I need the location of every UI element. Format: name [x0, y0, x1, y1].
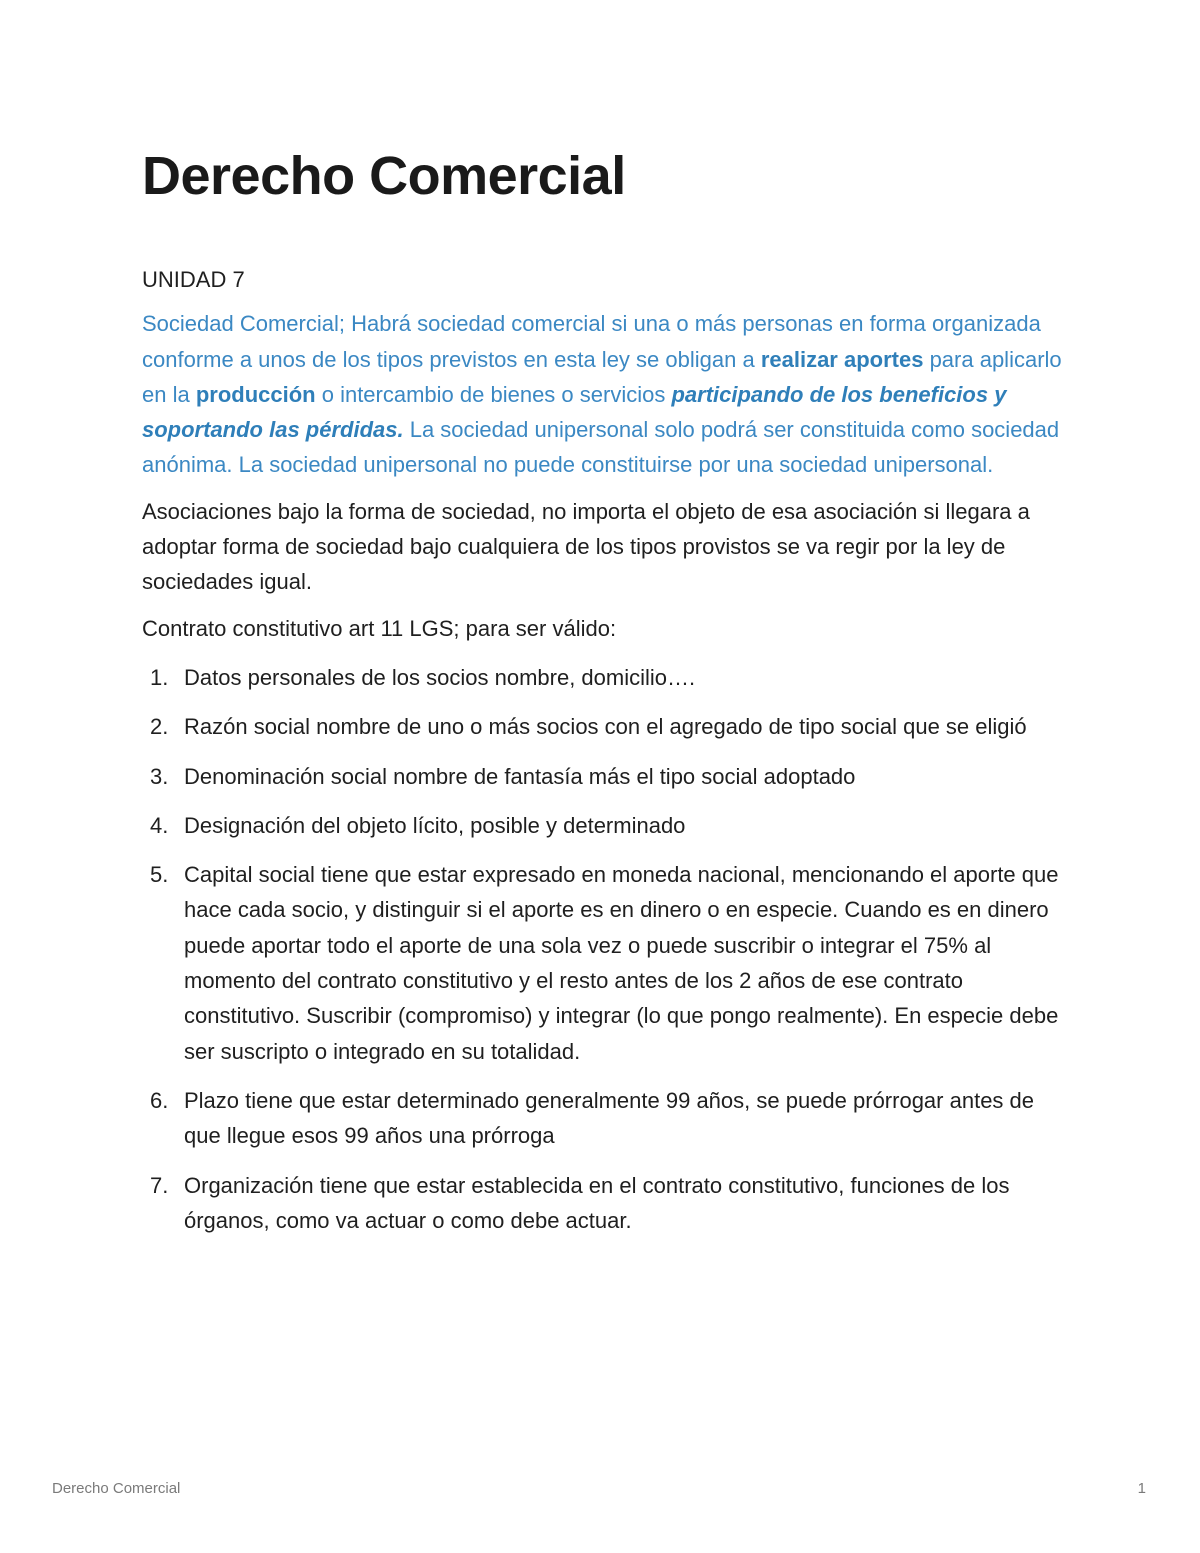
- list-item-text: Denominación social nombre de fantasía más el tipo social adoptado: [184, 763, 856, 789]
- unit-heading: UNIDAD 7: [142, 267, 245, 292]
- document-body: [142, 262, 1067, 1252]
- list-item: [142, 1168, 1067, 1239]
- definition-text-2: para aplicarlo en la: [142, 346, 1062, 407]
- definition-text-4: La sociedad unipersonal solo podrá ser constituida como sociedad anónima. La sociedad unipersonal no puede constituirse por una sociedad unipersonal.: [142, 417, 1060, 478]
- definition-bold-italic: participando de los beneficios y soportando las pérdidas.: [142, 381, 1007, 443]
- list-item-text: Datos personales de los socios nombre, domicilio….: [184, 664, 696, 690]
- list-item: [142, 808, 1067, 843]
- definition-text-3: o intercambio de bienes o servicios: [315, 381, 672, 407]
- list-number: 6.: [150, 1087, 169, 1113]
- list-number: 2.: [150, 714, 169, 740]
- page-title: Derecho Comercial: [142, 146, 626, 206]
- definition-paragraph: [142, 306, 1067, 482]
- list-item: [142, 709, 1067, 744]
- requirements-list: [142, 660, 1067, 1238]
- list-item-text: Organización tiene que estar establecida en el contrato constitutivo, funciones de los órganos, como va actuar o como debe actuar.: [184, 1172, 1010, 1233]
- list-item-text: Razón social nombre de uno o más socios con el agregado de tipo social que se eligió: [184, 714, 1027, 740]
- list-item: [142, 1083, 1067, 1154]
- list-number: 4.: [150, 812, 169, 838]
- list-item-text: Capital social tiene que estar expresado en moneda nacional, mencionando el aporte que hace cada socio, y distinguir si el aporte es en dinero o en especie. Cuando es en dinero puede aportar todo el aporte de una sola vez o puede suscribir o integrar el 75% al momento del contrato constitutivo y el resto antes de los 2 años de ese contrato constitutivo. Suscribir (compromiso) y integrar (lo que pongo realmente). En especie debe ser suscripto o integrado en su totalidad.: [184, 862, 1059, 1064]
- list-item: [142, 857, 1067, 1069]
- contract-intro: Contrato constitutivo art 11 LGS; para ser válido:: [142, 615, 617, 641]
- list-number: 5.: [150, 862, 169, 888]
- definition-bold-produccion: producción: [195, 381, 316, 407]
- list-item: [142, 759, 1067, 794]
- definition-bold-aportes: realizar aportes: [760, 346, 924, 372]
- definition-text-1: Sociedad Comercial; Habrá sociedad comercial si una o más personas en forma organizada conforme a unos de los tipos previstos en esta ley se obligan a: [142, 311, 1041, 372]
- list-number: 7.: [150, 1172, 169, 1198]
- list-item-text: Plazo tiene que estar determinado generalmente 99 años, se puede prórrogar antes de que llegue esos 99 años una prórroga: [184, 1087, 1035, 1149]
- list-number: 3.: [150, 763, 169, 789]
- list-number: 1.: [150, 664, 169, 690]
- list-item: [142, 660, 1067, 695]
- list-item-text: Designación del objeto lícito, posible y determinado: [184, 812, 686, 838]
- footer-document-title: Derecho Comercial: [52, 1480, 181, 1497]
- footer-page-number: 1: [1137, 1480, 1146, 1497]
- associations-paragraph: Asociaciones bajo la forma de sociedad, no importa el objeto de esa asociación si llegara a adoptar forma de sociedad bajo cualquiera de los tipos provistos se va regir por la ley de sociedades igual.: [142, 498, 1030, 595]
